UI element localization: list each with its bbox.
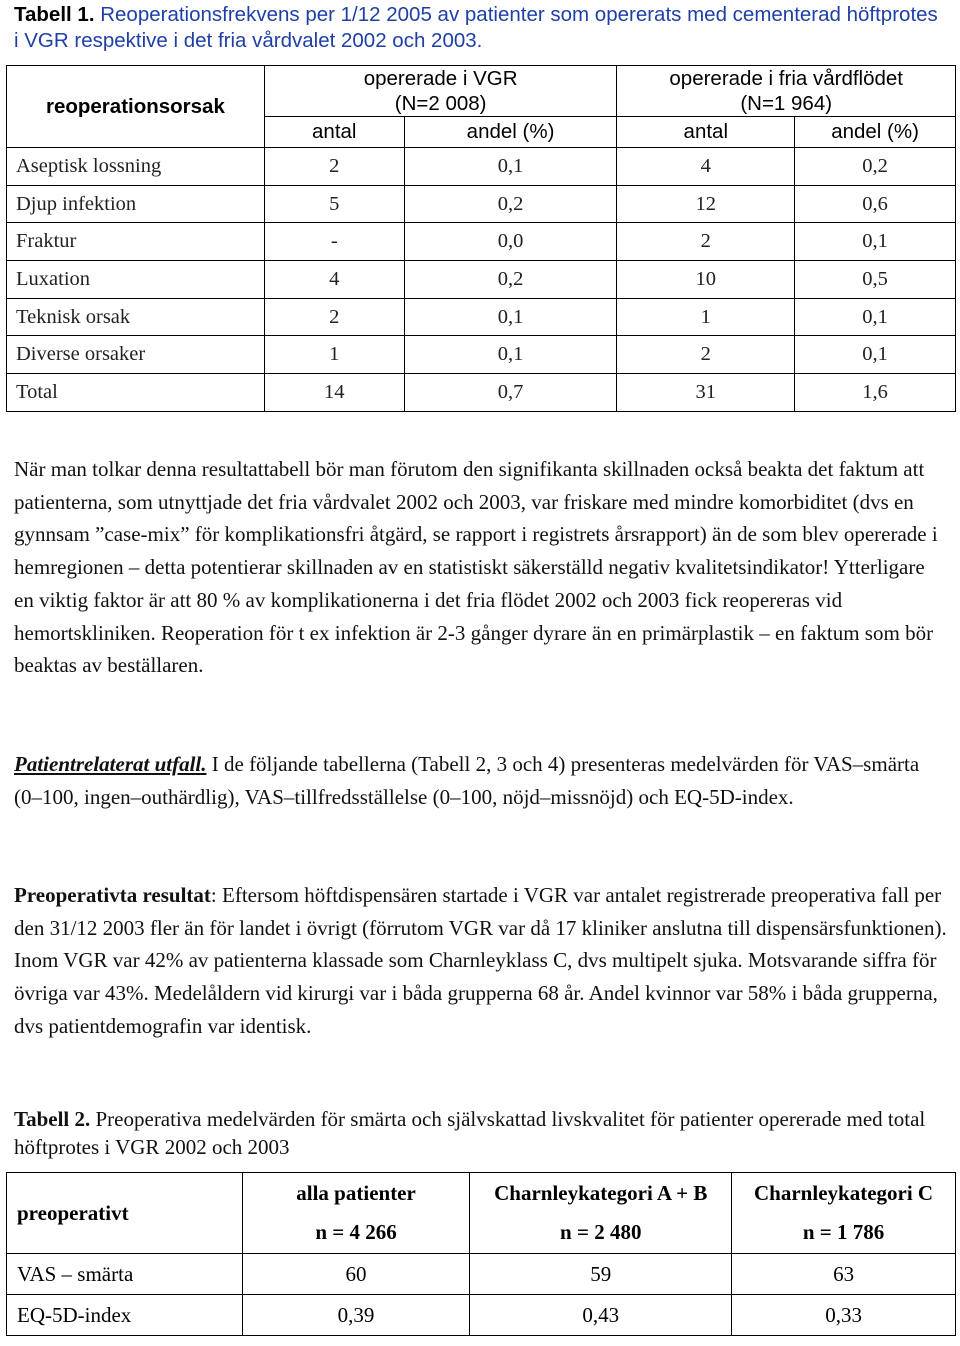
interpretation-paragraph: När man tolkar denna resultattabell bör man förutom den signifikanta skillnaden också beakta det faktum att patienterna, som utnyttjade det fria vårdvalet 2002 och 2003, var friskare med mindre komorbiditet (dvs en gynnsam ”case-mix” för komplikationsfri åtgärd, se rapport i registrets årsrapport) än de som blev opererade i hemregionen – detta potentierar skillnaden av en statistiskt säkerställd negativ kvalitetsindikator! Ytterligare en viktig faktor är att 80 % av komplikationerna i det fria flödet 2002 och 2003 fick reopereras vid hemortskliniken. Reoperation för t ex infektion är 2-3 gånger dyrare än en primärplastik – en faktum som bör beaktas av beställaren. [14, 457, 938, 678]
cell-value: 0,1 [795, 336, 956, 374]
table1-subheader: andel (%) [404, 117, 617, 148]
cell-value: 5 [264, 185, 404, 223]
table1-group-vgr-n: (N=2 008) [394, 92, 487, 115]
table1-subheader: antal [617, 117, 795, 148]
table2-col-ab-title: Charnleykategori A + B [494, 1181, 708, 1205]
cell-value: 0,1 [795, 223, 956, 261]
table2-col-c-title: Charnleykategori C [754, 1181, 934, 1205]
table-row [7, 1295, 956, 1336]
cell-value: 10 [617, 261, 795, 299]
table2-corner-header: preoperativt [7, 1173, 243, 1254]
cell-value: 0,1 [795, 298, 956, 336]
cell-value: 60 [242, 1254, 470, 1295]
table2-col-c [732, 1173, 956, 1254]
cell-value: 0,5 [795, 261, 956, 299]
patient-outcome-heading: Patientrelaterat utfall. [14, 752, 207, 776]
cell-value: 14 [264, 374, 404, 412]
table1-corner-header: reoperationsorsak [7, 66, 265, 148]
table2-col-all-n: n = 4 266 [315, 1220, 397, 1244]
table-row [7, 261, 956, 299]
cell-value: 0,0 [404, 223, 617, 261]
table1-subheader: antal [264, 117, 404, 148]
row-label: EQ-5D-index [7, 1295, 243, 1336]
cell-value: 0,2 [404, 261, 617, 299]
cell-value: 0,1 [404, 148, 617, 186]
cell-value: 4 [264, 261, 404, 299]
table-row [7, 1254, 956, 1295]
row-label: Djup infektion [7, 185, 265, 223]
cell-value: - [264, 223, 404, 261]
table1-group-vgr-title: opererade i VGR [363, 67, 518, 90]
cell-value: 0,33 [732, 1295, 956, 1336]
reoperation-table [6, 65, 956, 412]
cell-value: 1,6 [795, 374, 956, 412]
cell-value: 63 [732, 1254, 956, 1295]
table1-caption-label: Tabell 1. [14, 3, 95, 26]
table-row [7, 298, 956, 336]
cell-value: 0,2 [404, 185, 617, 223]
table2-caption [14, 1105, 949, 1161]
table1-group-fria [617, 66, 956, 117]
preoperative-results-text: : Eftersom höftdispensären startade i VGR var antalet registrerade preoperativa fall per den 31/12 2003 fler än för landet i övrigt (förrutom VGR var då 17 kliniker anslutna till dispensärsfunktionen). Inom VGR var 42% av patienterna klassade som Charnleyklass C, dvs multipelt sjuka. Motsvarande siffra för övriga var 43%. Medelåldern vid kirurgi var i båda grupperna 68 år. Andel kvinnor var 58% i båda grupperna, dvs patientdemografin var identisk. [14, 883, 947, 1038]
preoperative-table [6, 1172, 956, 1336]
cell-value: 0,43 [470, 1295, 732, 1336]
cell-value: 1 [617, 298, 795, 336]
row-label: VAS – smärta [7, 1254, 243, 1295]
cell-value: 0,2 [795, 148, 956, 186]
table2-caption-label: Tabell 2. [14, 1107, 91, 1131]
table1-group-vgr [264, 66, 617, 117]
cell-value: 0,1 [404, 298, 617, 336]
table1-caption [14, 2, 944, 54]
cell-value: 59 [470, 1254, 732, 1295]
cell-value: 2 [264, 148, 404, 186]
table2-col-c-n: n = 1 786 [802, 1220, 885, 1244]
cell-value: 0,39 [242, 1295, 470, 1336]
row-label: Aseptisk lossning [7, 148, 265, 186]
table1-group-fria-title: opererade i fria vårdflödet [669, 67, 903, 90]
table-row [7, 185, 956, 223]
row-label: Total [7, 374, 265, 412]
cell-value: 0,6 [795, 185, 956, 223]
preoperative-results-heading: Preoperativta resultat [14, 883, 211, 907]
cell-value: 4 [617, 148, 795, 186]
table-row [7, 223, 956, 261]
cell-value: 0,1 [404, 336, 617, 374]
preoperative-results-paragraph [14, 879, 949, 1043]
table2-caption-text: Preoperativa medelvärden för smärta och självskattad livskvalitet för patienter opererade med total höftprotes i VGR 2002 och 2003 [14, 1107, 926, 1159]
table2-col-ab-n: n = 2 480 [560, 1220, 642, 1244]
patient-outcome-text: I de följande tabellerna (Tabell 2, 3 och 4) presenteras medelvärden för VAS–smärta (0–100, ingen–outhärdlig), VAS–tillfredsställelse (0–100, nöjd–missnöjd) och EQ-5D-index. [14, 752, 920, 809]
table2-col-ab [470, 1173, 732, 1254]
table2-col-all-title: alla patienter [296, 1181, 416, 1205]
table2-col-all [242, 1173, 470, 1254]
table1-group-fria-n: (N=1 964) [740, 92, 833, 115]
table1-subheader: andel (%) [795, 117, 956, 148]
row-label: Diverse orsaker [7, 336, 265, 374]
table-row-total [7, 374, 956, 412]
table1-caption-text: Reoperationsfrekvens per 1/12 2005 av patienter som opererats med cementerad höftprotes i VGR respektive i det fria vårdvalet 2002 och 2003. [14, 3, 938, 52]
cell-value: 2 [617, 336, 795, 374]
row-label: Fraktur [7, 223, 265, 261]
table-row [7, 148, 956, 186]
cell-value: 0,7 [404, 374, 617, 412]
cell-value: 12 [617, 185, 795, 223]
cell-value: 1 [264, 336, 404, 374]
cell-value: 31 [617, 374, 795, 412]
table-row [7, 336, 956, 374]
cell-value: 2 [264, 298, 404, 336]
row-label: Luxation [7, 261, 265, 299]
row-label: Teknisk orsak [7, 298, 265, 336]
patient-outcome-paragraph [14, 748, 949, 813]
cell-value: 2 [617, 223, 795, 261]
